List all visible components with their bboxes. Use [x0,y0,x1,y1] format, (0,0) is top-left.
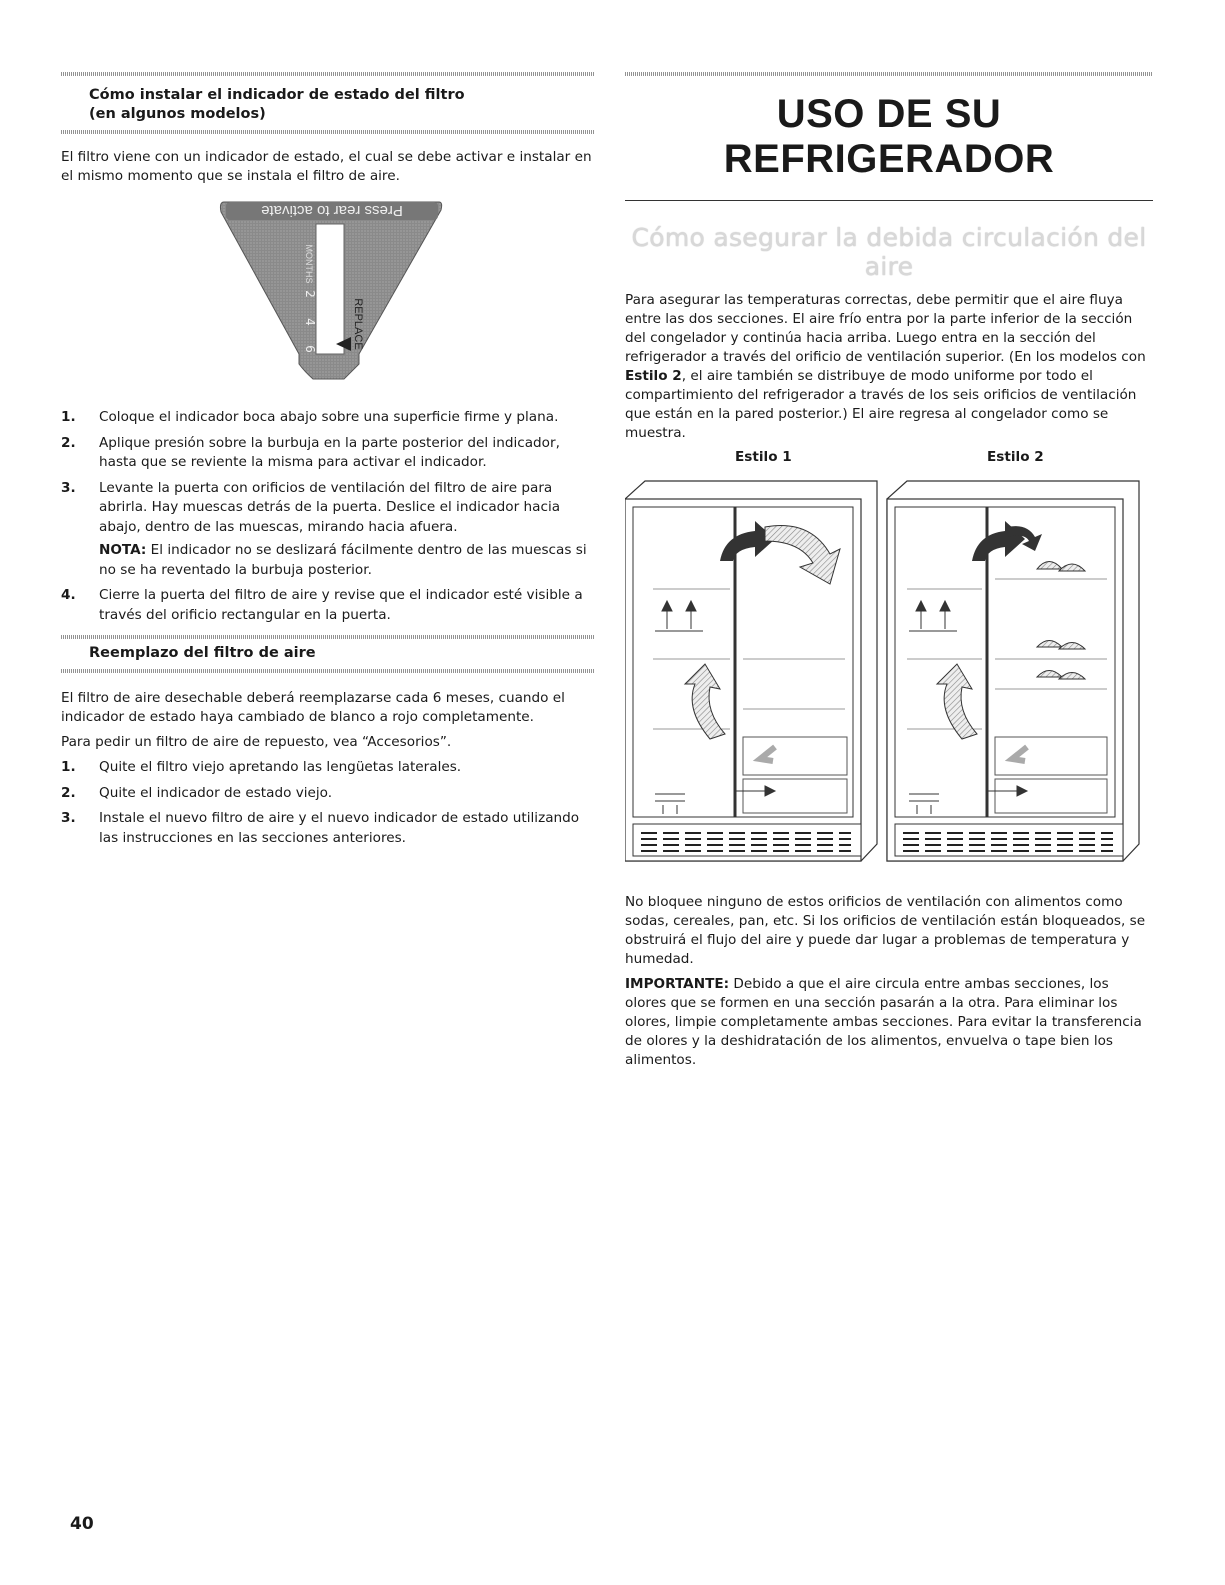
indicator-tick-4: 4 [303,318,317,326]
airflow-diagram [625,479,1153,879]
style-1-label: Estilo 1 [735,449,792,465]
title-rule [625,200,1153,201]
install-steps-list [61,408,594,625]
divider [61,669,594,673]
divider [61,130,594,134]
section-heading-replace-filter: Reemplazo del filtro de aire [89,645,316,661]
list-item: 3. Levante la puerta con orificios de ventilación del filtro de aire para abrirla. Hay muescas detrás de la puerta. Deslice el indicador hacia abajo, dentro de las muescas, mirando hacia afuera. NOTA: El indicador no se deslizará fácilmente dentro de las muescas si no se ha reventado la burbuja posterior. [61,479,594,581]
heading-line-2: (en algunos modelos) [89,106,266,122]
section-heading-status-indicator [89,86,594,124]
fridge-style-2 [887,481,1139,861]
filter-status-indicator-illustration [61,194,594,394]
indicator-window [316,224,344,354]
fridge-style-1 [625,481,877,861]
divider [61,635,594,639]
heading-line-1: Cómo instalar el indicador de estado del filtro [89,87,465,103]
style-2-label: Estilo 2 [987,449,1044,465]
left-column [61,72,594,854]
note: NOTA: El indicador no se deslizará fácilmente dentro de las muescas si no se ha reventado la burbuja posterior. [99,542,587,578]
replace-paragraph-2: Para pedir un filtro de aire de repuesto, vea “Accesorios”. [61,734,452,750]
list-item: 3. Instale el nuevo filtro de aire y el nuevo indicador de estado utilizando las instrucciones en las secciones anteriores. [61,810,580,846]
page-number: 40 [70,1514,94,1534]
air-paragraph-3: IMPORTANTE: Debido a que el aire circula entre ambas secciones, los olores que se formen en una sección pasarán a la otra. Para eliminar los olores, limpie completamente ambas secciones. Para evitar la transferencia de olores y la deshidratación de los alimentos, envuelva o tape bien los alimentos. [625,976,1142,1068]
intro-paragraph: El filtro viene con un indicador de estado, el cual se debe activar e instalar en el mismo momento que se instala el filtro de aire. [61,149,592,184]
air-paragraph-2: No bloquee ninguno de estos orificios de ventilación con alimentos como sodas, cereales, pan, etc. Si los orificios de ventilación están bloqueados, se obstruirá el flujo del aire y puede dar lugar a problemas de temperatura y humedad. [625,894,1146,967]
section-title-air-circulation: Cómo asegurar la debida circulación del aire [631,223,1147,281]
air-paragraph-1: Para asegurar las temperaturas correctas, debe permitir que el aire fluya entre las dos secciones. El aire frío entra por la parte inferior de la sección del congelador y continúa hacia arriba. Luego entra en la sección del refrigerador a través del orificio de ventilación superior. (En los modelos con Estilo 2, el aire también se distribuye de modo uniforme por todo el compartimiento del refrigerador a través de los seis orificios de ventilación que están en la pared posterior.) El aire regresa al congelador como se muestra. [625,292,1146,441]
page-title: USO DE SU REFRIGERADOR [723,92,1055,181]
right-column [625,72,1153,1076]
divider [625,72,1153,76]
replace-paragraph-1: El filtro de aire desechable deberá reemplazarse cada 6 meses, cuando el indicador de estado haya cambiado de blanco a rojo completamente. [61,690,565,725]
list-item: 2. Aplique presión sobre la burbuja en la parte posterior del indicador, hasta que se reviente la misma para activar el indicador. [61,434,560,470]
style-labels [625,449,1153,475]
list-item: 2. Quite el indicador de estado viejo. [61,784,333,801]
list-item: 4. Cierre la puerta del filtro de aire y revise que el indicador esté visible a través del orificio rectangular en la puerta. [61,587,583,623]
list-item: 1. Quite el filtro viejo apretando las lengüetas laterales. [61,759,462,775]
indicator-replace-label: REPLACE [352,298,364,350]
indicator-top-label: Press rear to activate [261,202,403,219]
indicator-tick-6: 6 [303,345,317,353]
indicator-months-label: MONTHS [304,244,314,284]
list-item: 1. Coloque el indicador boca abajo sobre una superficie firme y plana. [61,409,559,425]
replace-steps-list [61,758,594,848]
indicator-tick-2: 2 [303,290,317,298]
divider [61,72,594,76]
